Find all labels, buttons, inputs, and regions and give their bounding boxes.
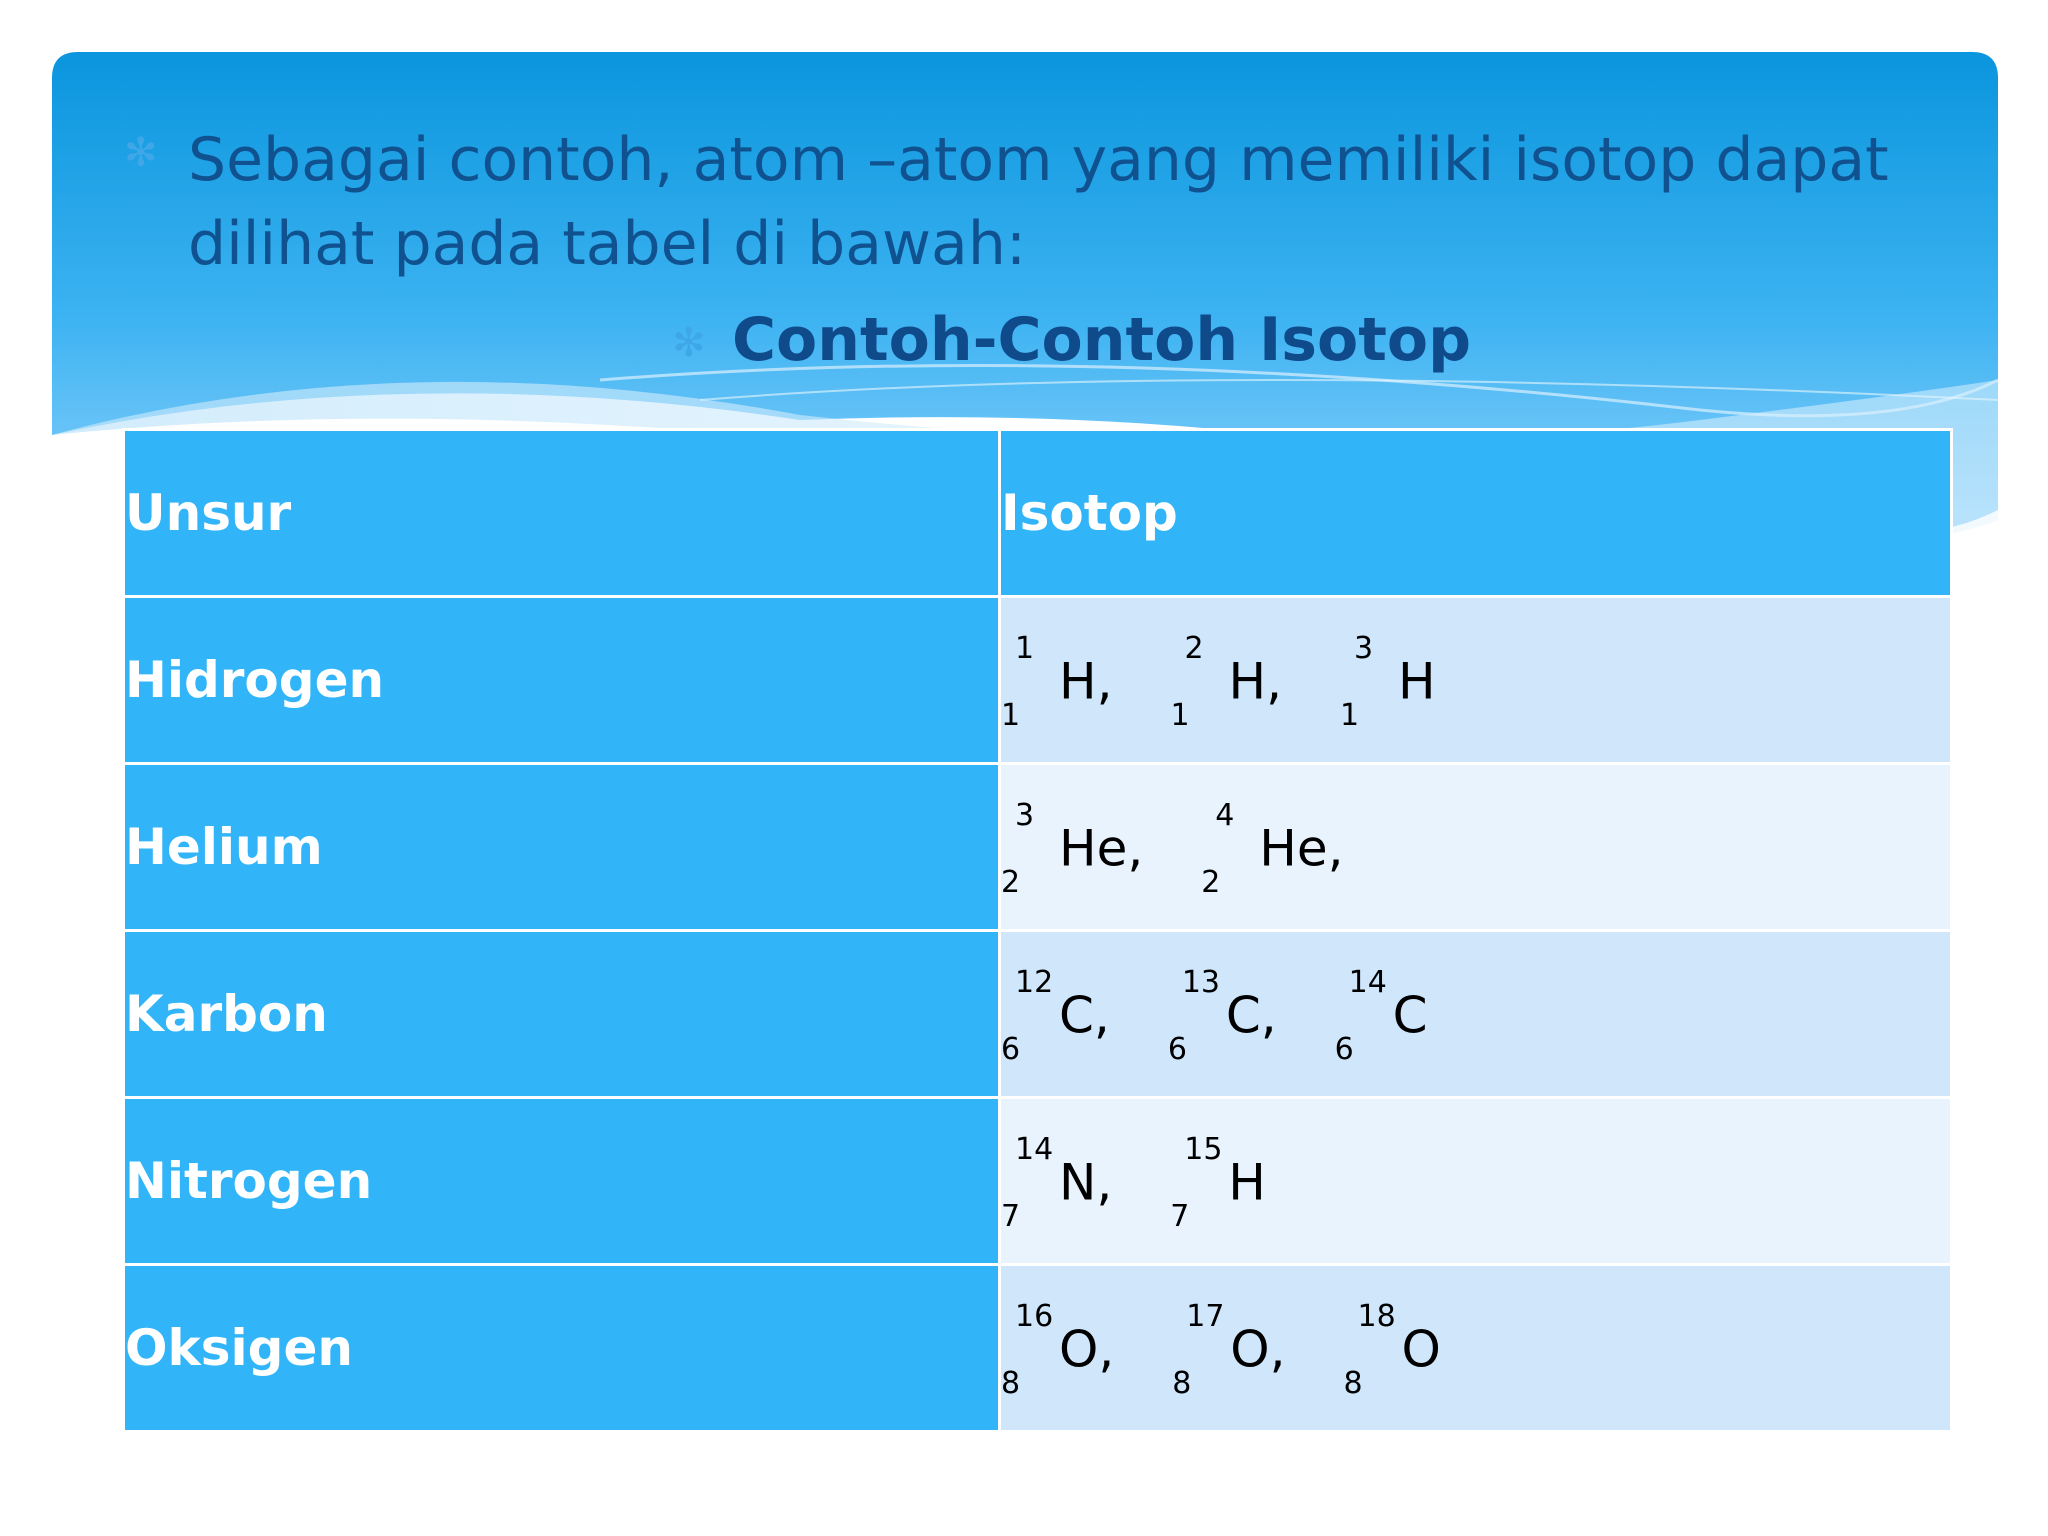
isotope-cell bbox=[1000, 597, 1952, 764]
atomic-number: 1 bbox=[1170, 698, 1190, 734]
isotope-cell bbox=[1000, 1098, 1952, 1265]
table-title: Contoh-Contoh Isotop bbox=[732, 305, 1472, 375]
nuclide bbox=[1343, 1299, 1441, 1402]
nuclide-scripts bbox=[1167, 965, 1226, 1068]
nuclide-scripts bbox=[1334, 965, 1393, 1068]
atomic-number: 2 bbox=[1001, 865, 1021, 901]
mass-number: 3 bbox=[1354, 631, 1374, 667]
atomic-number: 8 bbox=[1001, 1366, 1021, 1402]
nuclide bbox=[1340, 631, 1436, 734]
nuclide bbox=[1001, 1299, 1115, 1402]
table-row bbox=[124, 764, 1952, 931]
nuclide bbox=[1001, 1132, 1113, 1235]
isotope-cell bbox=[1000, 1265, 1952, 1432]
isotope-table bbox=[122, 428, 1953, 1433]
mass-number: 13 bbox=[1181, 965, 1220, 1001]
element-symbol: H bbox=[1228, 1153, 1266, 1212]
element-symbol: He, bbox=[1059, 819, 1144, 878]
element-symbol: O, bbox=[1059, 1320, 1115, 1379]
atomic-number: 6 bbox=[1001, 1032, 1021, 1068]
nuclide-scripts bbox=[1170, 631, 1229, 734]
element-symbol: N, bbox=[1059, 1153, 1113, 1212]
element-symbol: O bbox=[1401, 1320, 1441, 1379]
isotope-cell bbox=[1000, 764, 1952, 931]
element-symbol: H, bbox=[1228, 652, 1282, 711]
nuclide-scripts bbox=[1201, 798, 1259, 901]
nuclide bbox=[1172, 1299, 1286, 1402]
element-symbol: H bbox=[1398, 652, 1436, 711]
mass-number: 17 bbox=[1186, 1299, 1225, 1335]
header-isotop: Isotop bbox=[1000, 430, 1952, 597]
atomic-number: 1 bbox=[1001, 698, 1021, 734]
table-row bbox=[124, 931, 1952, 1098]
element-symbol: He, bbox=[1259, 819, 1344, 878]
table-row bbox=[124, 597, 1952, 764]
atomic-number: 8 bbox=[1343, 1366, 1363, 1402]
nuclide bbox=[1170, 1132, 1266, 1235]
isotope-cell bbox=[1000, 931, 1952, 1098]
atomic-number: 2 bbox=[1201, 865, 1221, 901]
element-symbol: O, bbox=[1230, 1320, 1286, 1379]
atomic-number: 7 bbox=[1001, 1199, 1021, 1235]
mass-number: 12 bbox=[1015, 965, 1054, 1001]
element-symbol: H, bbox=[1059, 652, 1113, 711]
table-row bbox=[124, 1265, 1952, 1432]
nuclide bbox=[1201, 798, 1344, 901]
bullet-icon: ✻ bbox=[124, 130, 158, 176]
element-cell: Oksigen bbox=[124, 1265, 1000, 1432]
element-cell: Helium bbox=[124, 764, 1000, 931]
intro-text: Sebagai contoh, atom –atom yang memiliki isotop dapat dilihat pada tabel di bawah: bbox=[188, 125, 1889, 279]
nuclide bbox=[1167, 965, 1277, 1068]
sub-bullet-icon: ✻ bbox=[672, 320, 706, 366]
mass-number: 18 bbox=[1357, 1299, 1396, 1335]
element-symbol: C bbox=[1392, 986, 1428, 1045]
table-row bbox=[124, 1098, 1952, 1265]
mass-number: 14 bbox=[1015, 1132, 1054, 1168]
element-symbol: C, bbox=[1059, 986, 1110, 1045]
nuclide bbox=[1001, 965, 1110, 1068]
atomic-number: 6 bbox=[1167, 1032, 1187, 1068]
nuclide-scripts bbox=[1001, 631, 1059, 734]
nuclide bbox=[1001, 798, 1144, 901]
element-cell: Hidrogen bbox=[124, 597, 1000, 764]
header-unsur: Unsur bbox=[124, 430, 1000, 597]
mass-number: 1 bbox=[1015, 631, 1035, 667]
nuclide bbox=[1001, 631, 1113, 734]
mass-number: 4 bbox=[1215, 798, 1235, 834]
nuclide-scripts bbox=[1001, 798, 1059, 901]
nuclide bbox=[1170, 631, 1283, 734]
element-cell: Karbon bbox=[124, 931, 1000, 1098]
element-symbol: C, bbox=[1225, 986, 1277, 1045]
nuclide-scripts bbox=[1340, 631, 1398, 734]
atomic-number: 8 bbox=[1172, 1366, 1192, 1402]
nuclide-scripts bbox=[1001, 1299, 1059, 1402]
nuclide-scripts bbox=[1001, 1132, 1059, 1235]
mass-number: 16 bbox=[1015, 1299, 1054, 1335]
table-header-row bbox=[124, 430, 1952, 597]
mass-number: 14 bbox=[1348, 965, 1387, 1001]
nuclide bbox=[1334, 965, 1428, 1068]
nuclide-scripts bbox=[1343, 1299, 1402, 1402]
atomic-number: 6 bbox=[1334, 1032, 1354, 1068]
nuclide-scripts bbox=[1001, 965, 1059, 1068]
mass-number: 3 bbox=[1015, 798, 1035, 834]
mass-number: 2 bbox=[1184, 631, 1204, 667]
nuclide-scripts bbox=[1172, 1299, 1230, 1402]
element-cell: Nitrogen bbox=[124, 1098, 1000, 1265]
atomic-number: 7 bbox=[1170, 1199, 1190, 1235]
mass-number: 15 bbox=[1184, 1132, 1223, 1168]
nuclide-scripts bbox=[1170, 1132, 1228, 1235]
atomic-number: 1 bbox=[1340, 698, 1360, 734]
